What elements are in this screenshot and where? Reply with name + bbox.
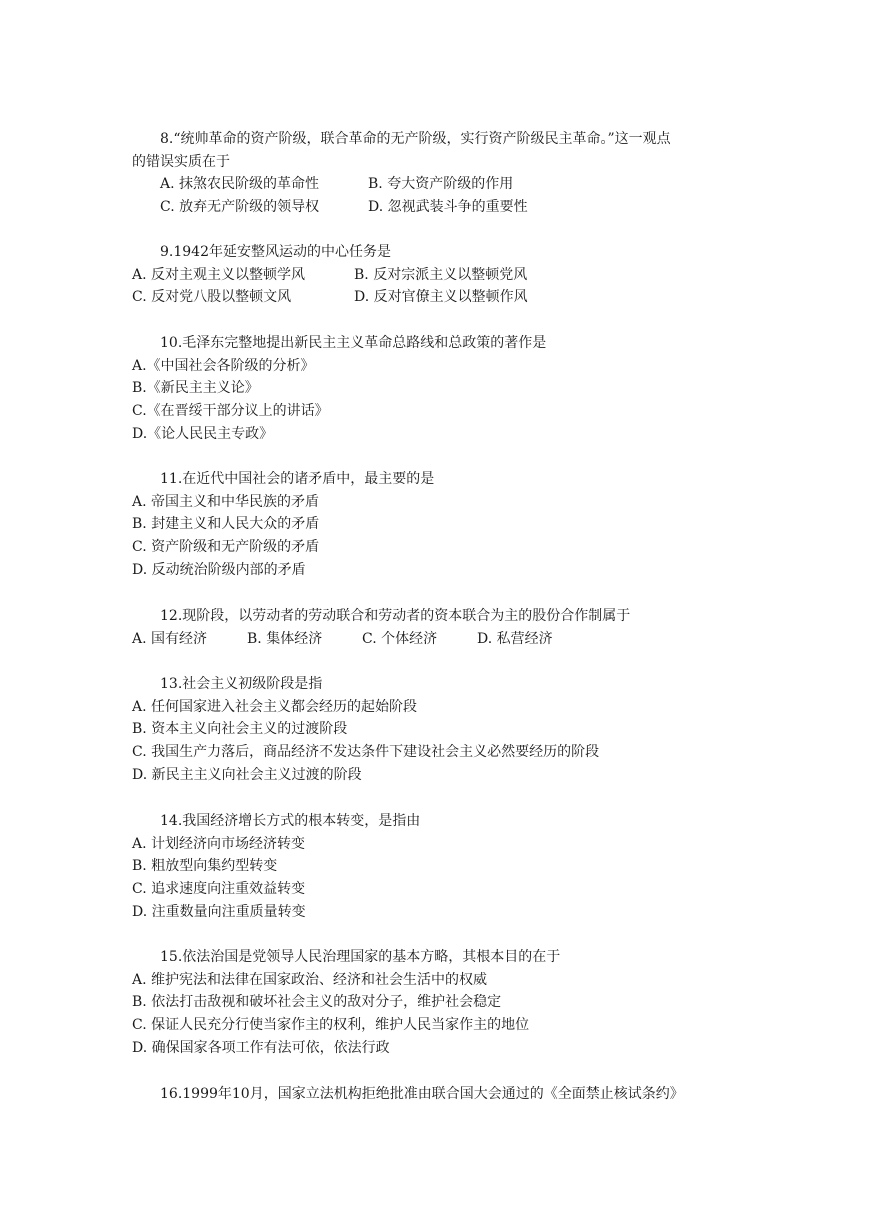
option-d: D. 反对官僚主义以整顿作风 [354, 289, 528, 306]
option-b: B. 依法打击敌视和破坏社会主义的敌对分子，维护社会稳定 [132, 994, 502, 1011]
option-a: A. 国有经济 [132, 630, 208, 647]
question-stem-continued: 的错误实质在于 [132, 153, 230, 170]
question-9 [132, 241, 742, 309]
option-a: A. 帝国主义和中华民族的矛盾 [132, 493, 320, 510]
option-a: A. 抹煞农民阶级的革命性 [160, 176, 320, 193]
option-b: B. 粗放型向集约型转变 [132, 858, 278, 875]
option-c: C. 我国生产力落后，商品经济不发达条件下建设社会主义必然要经历的阶段 [132, 744, 600, 761]
question-16 [132, 1083, 742, 1106]
option-c: C. 保证人民充分行使当家作主的权利，维护人民当家作主的地位 [132, 1017, 530, 1034]
question-stem: 16.1999年10月，国家立法机构拒绝批准由联合国大会通过的《全面禁止核试条约》 [160, 1086, 684, 1102]
option-a: A.《中国社会各阶级的分析》 [132, 357, 315, 374]
question-stem: 8.“统帅革命的资产阶级，联合革命的无产阶级，实行资产阶级民主革命。”这一观点 [160, 131, 671, 147]
option-d: D. 忽视武装斗争的重要性 [368, 199, 528, 216]
option-d: D. 私营经济 [477, 630, 553, 647]
option-c: C. 追求速度向注重效益转变 [132, 881, 306, 898]
option-b: B. 集体经济 [247, 630, 323, 647]
question-stem: 15.依法治国是党领导人民治理国家的基本方略，其根本目的在于 [160, 949, 561, 965]
option-c: C. 放弃无产阶级的领导权 [160, 199, 320, 216]
option-b: B. 封建主义和人民大众的矛盾 [132, 516, 320, 533]
question-stem: 9.1942年延安整风运动的中心任务是 [160, 244, 391, 260]
option-c: C. 资产阶级和无产阶级的矛盾 [132, 539, 320, 556]
question-stem: 12.现阶段，以劳动者的劳动联合和劳动者的资本联合为主的股份合作制属于 [160, 608, 631, 624]
option-b: B. 夸大资产阶级的作用 [368, 176, 514, 193]
option-b: B. 资本主义向社会主义的过渡阶段 [132, 721, 348, 738]
option-d: D. 确保国家各项工作有法可依，依法行政 [132, 1039, 390, 1056]
option-d: D.《论人民民主专政》 [132, 425, 274, 442]
option-d: D. 反动统治阶级内部的矛盾 [132, 561, 306, 578]
question-12 [132, 605, 742, 650]
option-d: D. 新民主主义向社会主义过渡的阶段 [132, 766, 362, 783]
option-d: D. 注重数量向注重质量转变 [132, 903, 306, 920]
option-b: B.《新民主主义论》 [132, 380, 259, 397]
option-row [132, 628, 742, 651]
option-a: A. 维护宪法和法律在国家政治、经济和社会生活中的权威 [132, 971, 488, 988]
question-stem: 13.社会主义初级阶段是指 [160, 676, 323, 692]
option-a: A. 反对主观主义以整顿学风 [132, 266, 306, 283]
option-c: C.《在晋绥干部分议上的讲话》 [132, 403, 329, 420]
question-stem: 11.在近代中国社会的诸矛盾中，最主要的是 [160, 471, 435, 487]
option-a: A. 计划经济向市场经济转变 [132, 835, 306, 852]
question-10 [132, 332, 742, 445]
option-row [132, 264, 742, 287]
option-row [132, 196, 742, 219]
option-a: A. 任何国家进入社会主义都会经历的起始阶段 [132, 698, 418, 715]
question-14 [132, 810, 742, 923]
option-b: B. 反对宗派主义以整顿党风 [354, 266, 528, 283]
question-11 [132, 468, 742, 581]
question-13 [132, 673, 742, 786]
option-row [132, 286, 742, 309]
option-c: C. 反对党八股以整顿文风 [132, 289, 292, 306]
option-c: C. 个体经济 [362, 630, 438, 647]
option-row [132, 173, 742, 196]
question-15 [132, 946, 742, 1059]
question-stem: 10.毛泽东完整地提出新民主主义革命总路线和总政策的著作是 [160, 335, 547, 351]
question-8 [132, 128, 742, 219]
question-stem: 14.我国经济增长方式的根本转变，是指由 [160, 813, 421, 829]
